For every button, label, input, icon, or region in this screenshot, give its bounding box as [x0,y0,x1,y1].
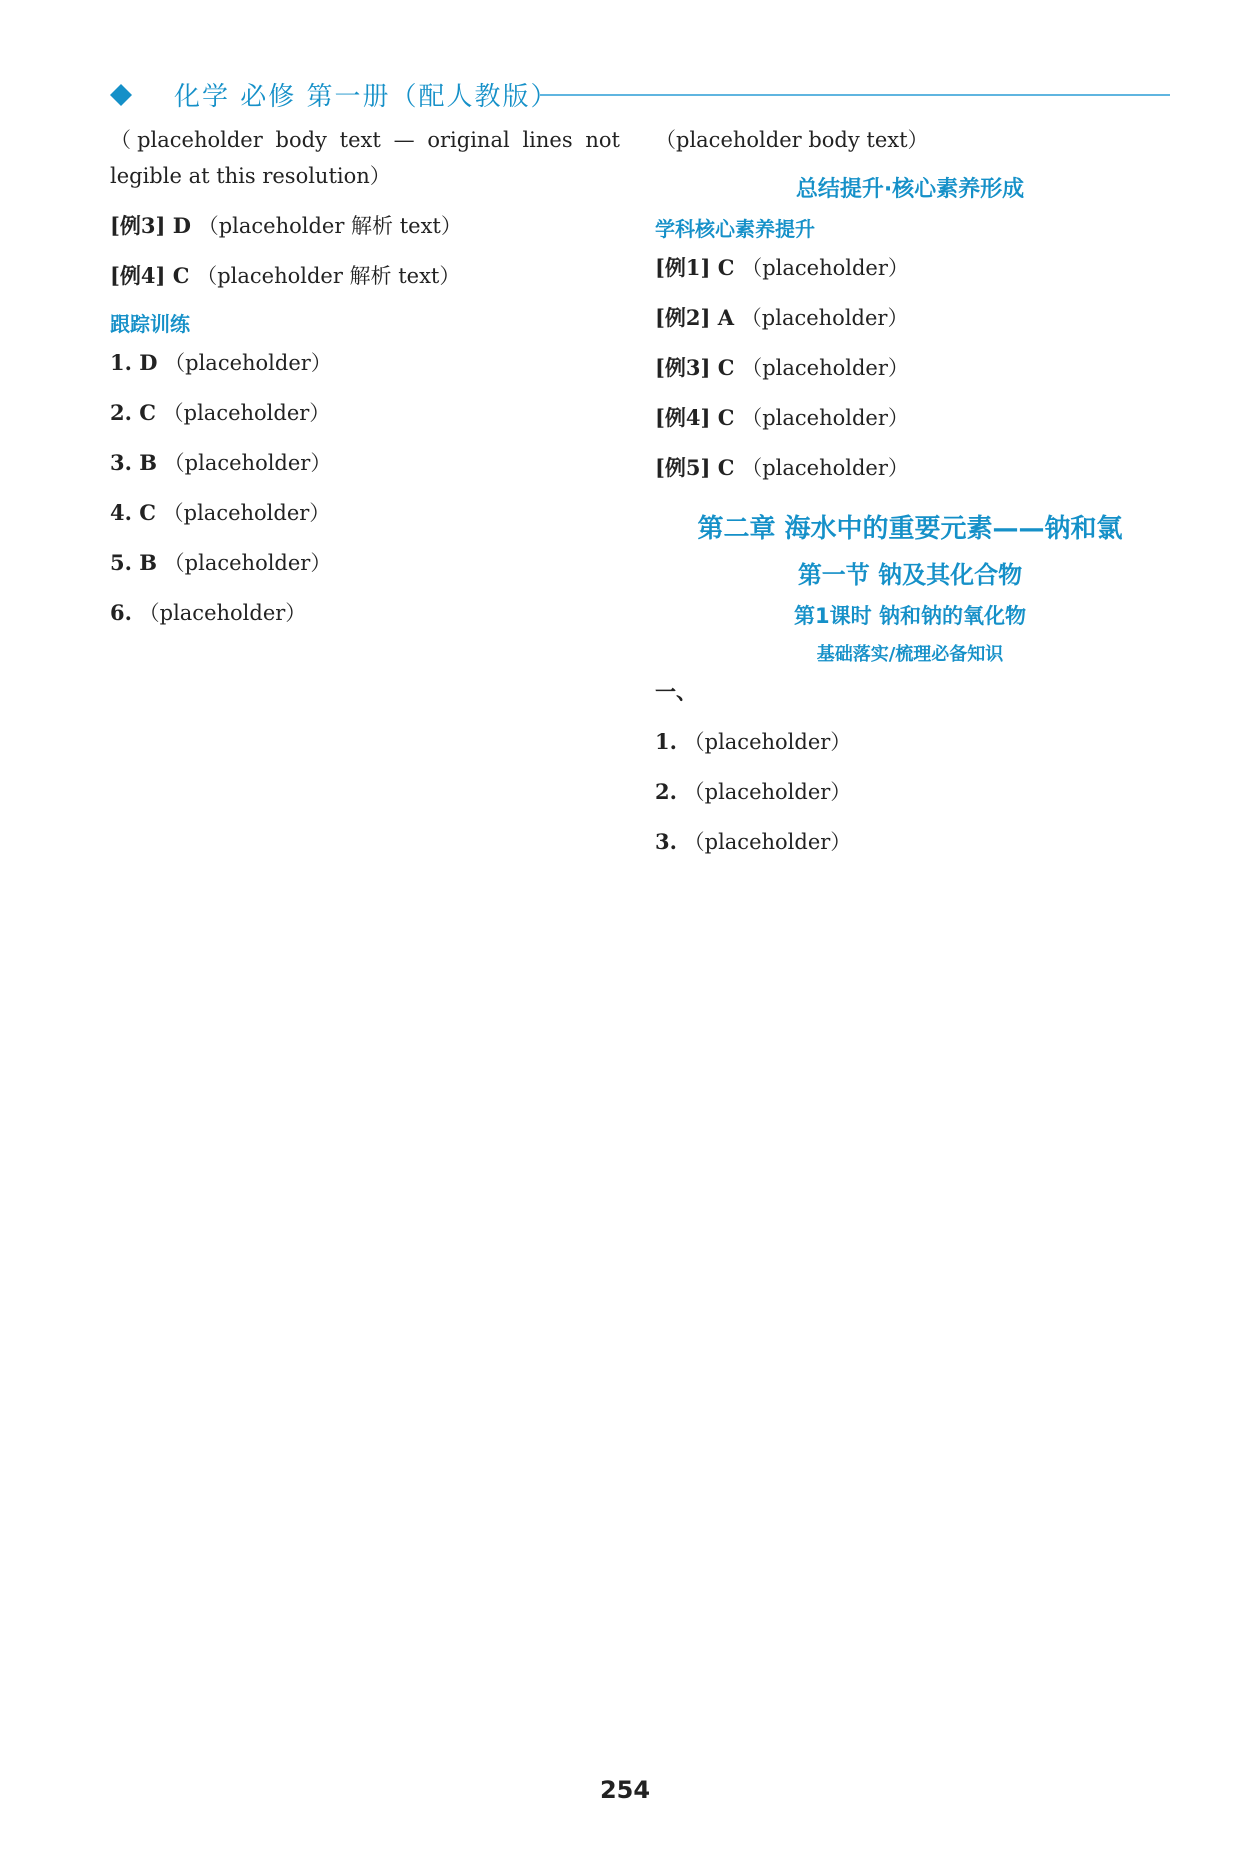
paragraph [655,122,1165,158]
paragraph [110,545,620,581]
right-column [655,122,1165,1732]
paragraph [655,350,1165,386]
item-text: （placeholder） [740,306,909,330]
item-text: （placeholder） [683,730,852,754]
section-heading-summary: 总结提升·核心素养形成 [795,177,1025,202]
paragraph [110,495,620,531]
item-text: （placeholder 解析 text） [197,214,462,238]
item-text: （placeholder） [138,601,307,625]
paragraph [655,724,1165,760]
paragraph [655,450,1165,486]
paragraph [110,122,620,194]
item-text: （placeholder） [164,351,332,375]
page-header [110,72,1170,116]
item-label: 4. C [110,500,156,525]
lesson-heading: 第1课时 钠和钠的氧化物 [794,604,1026,628]
item-label: [例2] A [655,305,735,330]
item-label: 1. [655,729,677,754]
item-text: （placeholder） [741,356,909,380]
paragraph [110,445,620,481]
item-label: 1. D [110,350,158,375]
item-label: 2. C [110,400,156,425]
book-title: 化学 必修 第一册（配人教版） [174,82,559,112]
left-column [110,122,620,1732]
item-label: [例3] C [655,355,735,380]
header-rule [540,94,1170,96]
paragraph [655,774,1165,810]
item-text: （placeholder） [741,456,909,480]
item-text: （placeholder） [683,830,852,854]
paragraph [655,250,1165,286]
item-text: （placeholder） [163,551,332,575]
paragraph [110,258,620,294]
paragraph [110,395,620,431]
item-text: （placeholder） [162,501,331,525]
paragraph [655,300,1165,336]
item-text: （placeholder） [162,401,331,425]
item-label: [例1] C [655,255,735,280]
item-text: （placeholder） [741,256,909,280]
paragraph [110,345,620,381]
item-text: （placeholder body text — original lines not legible at this resolution） [110,128,620,188]
chapter-heading: 第二章 海水中的重要元素——钠和氯 [697,514,1123,544]
item-text: （placeholder） [741,406,909,430]
item-label: 一、 [655,679,697,704]
paragraph [655,824,1165,860]
item-label: 3. [655,829,677,854]
paragraph [110,595,620,631]
item-label: 2. [655,779,677,804]
item-label: 6. [110,600,132,625]
item-label: [例3] D [110,213,192,238]
paragraph [655,674,1165,710]
diamond-icon [110,84,132,106]
item-label: [例5] C [655,455,735,480]
item-label: 5. B [110,550,157,575]
item-text: （placeholder） [683,780,852,804]
section-heading-tracking: 跟踪训练 [110,312,190,336]
paragraph [655,400,1165,436]
item-text: （placeholder 解析 text） [196,264,461,288]
band-heading: 基础落实/梳理必备知识 [816,644,1004,665]
item-label: 3. B [110,450,157,475]
section-heading: 第一节 钠及其化合物 [797,561,1023,589]
section-heading-subject: 学科核心素养提升 [655,217,815,241]
item-label: [例4] C [110,263,190,288]
page-number: 254 [599,1776,651,1804]
item-label: [例4] C [655,405,735,430]
item-text: （placeholder） [163,451,332,475]
item-text: （placeholder body text） [655,128,929,152]
paragraph [110,208,620,244]
